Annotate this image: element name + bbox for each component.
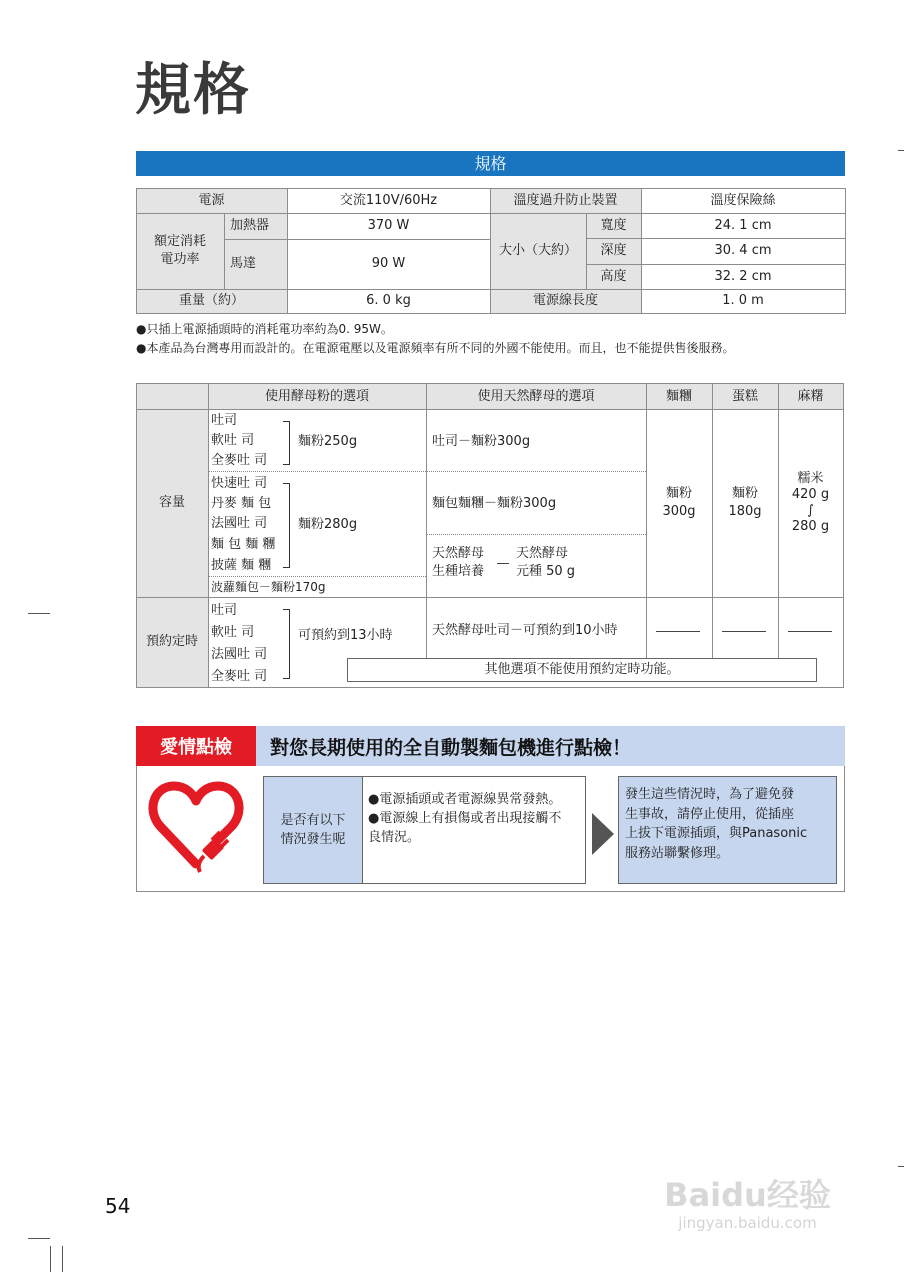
crop-mark <box>28 613 50 614</box>
width-value: 24. 1 cm <box>714 217 772 233</box>
arrow-right-icon <box>592 813 614 855</box>
page-number: 54 <box>105 1194 131 1218</box>
timer-note: 其他選項不能使用預約定時功能。 <box>347 658 817 682</box>
depth-value: 30. 4 cm <box>714 243 772 259</box>
crop-mark <box>50 1246 51 1272</box>
watermark-brand: Baidu经验 <box>664 1176 831 1214</box>
g2-item: 麵 包 麵 糰 <box>211 537 276 552</box>
timer-item: 全麥吐 司 <box>211 669 268 684</box>
mochi-amount: 糯米 420 g ∫ 280 g <box>791 470 830 535</box>
rated-power-label: 額定消耗 電功率 <box>136 213 224 289</box>
g2-item: 法國吐 司 <box>211 516 268 531</box>
watermark-url: jingyan.baidu.com <box>678 1214 817 1232</box>
crop-mark <box>62 1246 63 1272</box>
weight-value: 6. 0 kg <box>366 293 411 309</box>
care-question: 是否有以下 情況發生呢 <box>263 776 363 884</box>
header-natural: 使用天然酵母的選項 <box>426 384 646 409</box>
timer-natural: 天然酵母吐司－可預約到10小時 <box>432 623 618 638</box>
overheat-value: 溫度保險絲 <box>710 193 776 209</box>
timer-yeast: 可預約到13小時 <box>298 628 393 643</box>
width-label: 寬度 <box>586 213 641 238</box>
care-symptoms: ●電源插頭或者電源線異常發熱。 ●電源線上有損傷或者出現接觸不 良情況。 <box>363 776 586 884</box>
height-label: 高度 <box>586 264 641 289</box>
natural-toast: 吐司－麵粉300g <box>432 434 531 449</box>
timer-item: 吐司 <box>211 603 238 618</box>
motor-value: 90 W <box>371 256 406 272</box>
natural-starter-culture: 天然酵母 生種培養 <box>432 546 485 579</box>
pineapple-bun: 波蘿麵包－麵粉170g <box>211 580 326 594</box>
page-title: 規格 <box>135 58 251 123</box>
g2-amount: 麵粉280g <box>298 517 358 532</box>
g1-item: 吐司 <box>211 413 238 428</box>
spec-section-bar: 規格 <box>136 151 845 176</box>
header-noodle: 麵糰 <box>646 384 712 409</box>
g1-amount: 麵粉250g <box>298 434 358 449</box>
header-cake: 蛋糕 <box>712 384 778 409</box>
care-check-headline: 對您長期使用的全自動製麵包機進行點檢！ <box>256 726 845 766</box>
heater-value: 370 W <box>367 218 410 234</box>
cake-amount: 麵粉 180g <box>728 486 762 519</box>
care-check-badge: 愛情點檢 <box>136 726 256 766</box>
header-yeast: 使用酵母粉的選項 <box>208 384 426 409</box>
power-label: 電源 <box>136 189 287 213</box>
weight-label: 重量（約） <box>136 289 287 313</box>
header-mochi: 麻糬 <box>778 384 843 409</box>
g2-item: 丹麥 麵 包 <box>211 496 272 511</box>
g1-item: 軟吐 司 <box>211 433 255 448</box>
crop-mark <box>898 1166 904 1167</box>
timer-item: 軟吐 司 <box>211 625 255 640</box>
row-capacity-label: 容量 <box>158 495 185 511</box>
note-taiwan-only: ●本產品為台灣專用而設計的。在電源電壓以及電源頻率有所不同的外國不能使用。而且，也不能提供售後服務。 <box>136 341 735 355</box>
g2-item: 披薩 麵 糰 <box>211 558 272 573</box>
timer-item: 法國吐 司 <box>211 647 268 662</box>
noodle-amount: 麵粉 300g <box>662 486 696 519</box>
size-label: 大小（大約） <box>490 213 586 289</box>
natural-starter-amount: 天然酵母 元種 50 g <box>516 546 576 579</box>
cord-value: 1. 0 m <box>722 293 764 309</box>
cord-label: 電源線長度 <box>490 289 641 313</box>
overheat-label: 溫度過升防止裝置 <box>490 189 641 213</box>
crop-mark <box>898 150 904 151</box>
heart-plug-icon <box>146 776 246 876</box>
row-timer-label: 預約定時 <box>145 634 198 650</box>
power-value: 交流110V/60Hz <box>339 193 438 209</box>
note-standby-power: ●只插上電源插頭時的消耗電功率約為0. 95W。 <box>136 322 393 336</box>
crop-mark <box>28 1238 50 1239</box>
g1-item: 全麥吐 司 <box>211 453 268 468</box>
care-action: 發生這些情況時，為了避免發 生事故，請停止使用，從插座 上拔下電源插頭，與Panasonic 服務站聯繫修理。 <box>618 776 837 884</box>
heater-label: 加熱器 <box>224 213 287 239</box>
motor-label: 馬達 <box>224 239 287 289</box>
g2-item: 快速吐 司 <box>211 476 268 491</box>
depth-label: 深度 <box>586 238 641 264</box>
height-value: 32. 2 cm <box>714 268 772 284</box>
natural-dough: 麵包麵糰－麵粉300g <box>432 496 557 511</box>
